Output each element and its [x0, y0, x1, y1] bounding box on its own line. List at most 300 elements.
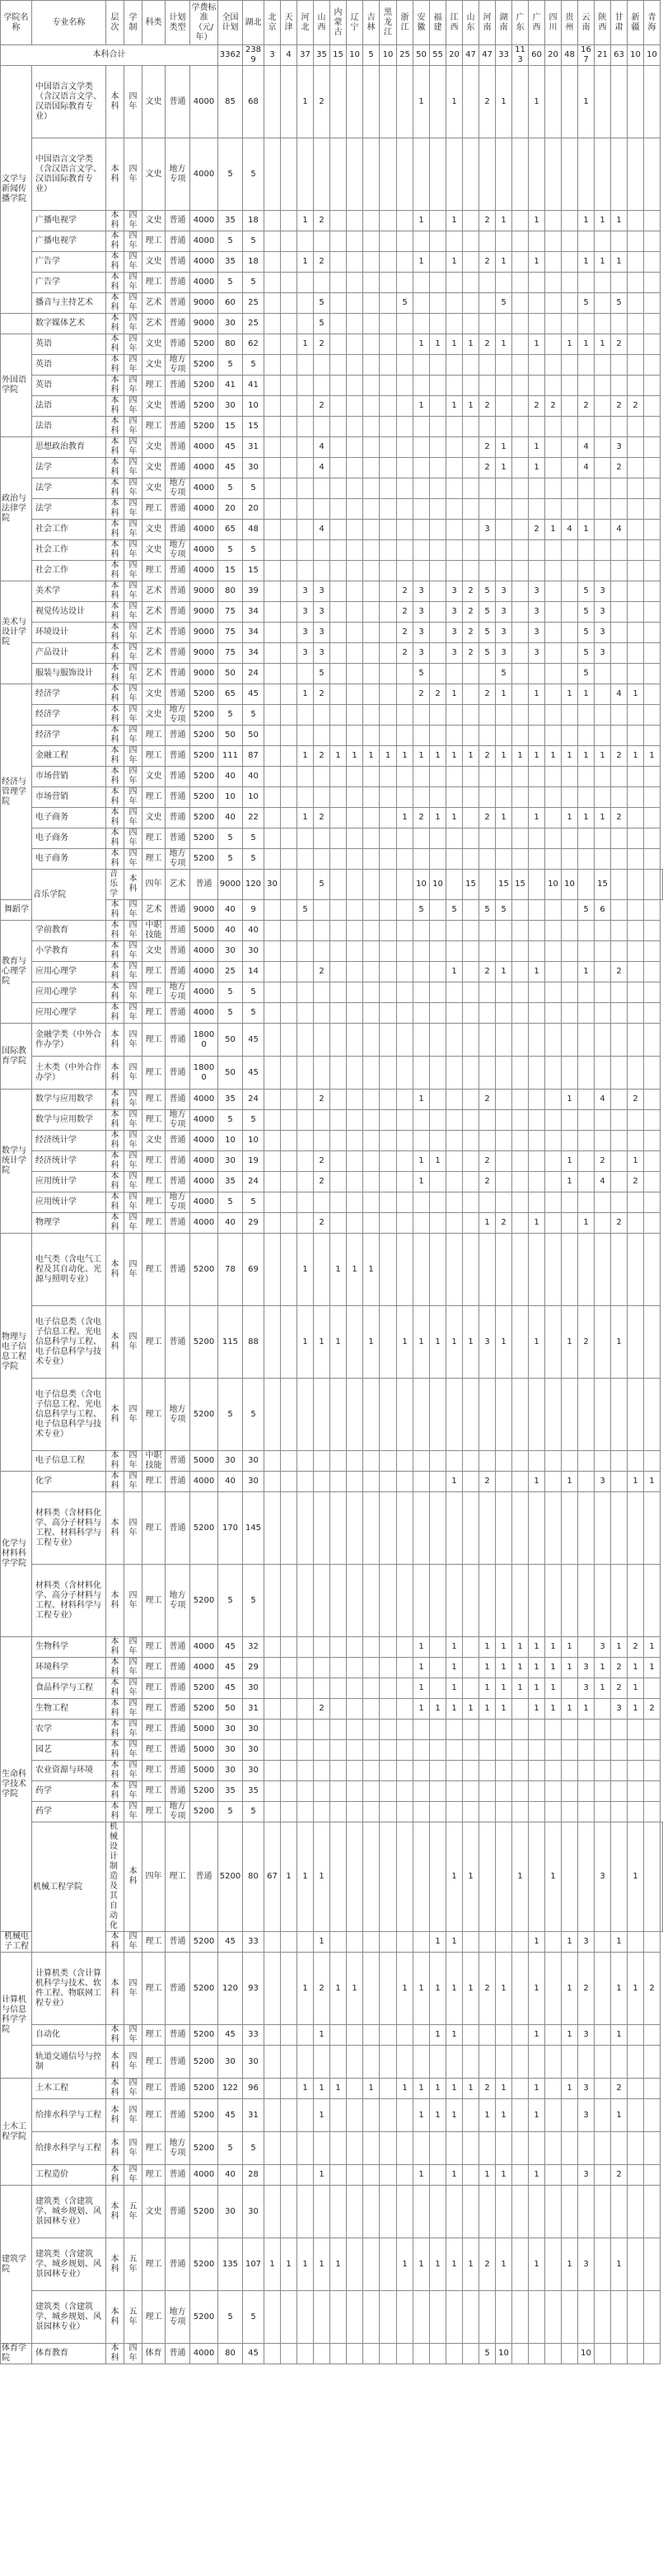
- province-cell: [545, 1024, 562, 1057]
- level-cell: 本科: [106, 1192, 124, 1213]
- province-cell: 1: [430, 1932, 446, 1953]
- duration-cell: 四年: [124, 334, 142, 355]
- province-cell: [463, 1802, 479, 1822]
- table-row: [1, 664, 663, 684]
- province-cell: [380, 293, 397, 314]
- province-cell: [314, 1234, 330, 1306]
- plan-type-cell: 普通: [166, 726, 190, 746]
- province-cell: [529, 1781, 545, 1802]
- province-cell: [562, 921, 578, 941]
- major-cell: 产品设计: [32, 643, 106, 664]
- province-cell: 2: [314, 808, 330, 828]
- province-cell: [496, 767, 512, 787]
- province-cell: [512, 231, 529, 252]
- province-cell: [363, 334, 380, 355]
- province-cell: 1: [562, 1306, 578, 1379]
- province-cell: [281, 2079, 297, 2099]
- province-cell: [413, 941, 430, 962]
- category-cell: 理工: [142, 787, 166, 808]
- province-cell: [347, 726, 363, 746]
- total-plan-cell: 35: [218, 1090, 243, 1110]
- province-cell: [281, 1306, 297, 1379]
- province-cell: [562, 1192, 578, 1213]
- province-cell: 3: [529, 643, 545, 664]
- category-cell: 中职技能: [142, 921, 166, 941]
- plan-type-cell: 普通: [166, 1472, 190, 1492]
- plan-type-cell: 地方专项: [166, 1110, 190, 1131]
- province-cell: [644, 396, 661, 417]
- province-cell: [644, 787, 661, 808]
- province-cell: [397, 231, 413, 252]
- province-cell: 3: [595, 602, 611, 623]
- hubei-cell: 40: [243, 921, 264, 941]
- plan-type-cell: 普通: [166, 1781, 190, 1802]
- category-cell: 理工: [142, 2079, 166, 2099]
- province-cell: [330, 921, 347, 941]
- province-cell: 2: [611, 1213, 628, 1234]
- category-cell: 文史: [142, 705, 166, 726]
- province-cell: [562, 1451, 578, 1472]
- province-cell: 2: [479, 746, 496, 767]
- province-cell: [281, 1802, 297, 1822]
- table-row: [1, 1781, 663, 1802]
- major-cell: 经济统计学: [32, 1131, 106, 1151]
- province-cell: [463, 1003, 479, 1024]
- level-cell: 本科: [106, 849, 124, 870]
- province-cell: [264, 1306, 281, 1379]
- province-cell: [347, 602, 363, 623]
- province-cell: [446, 355, 463, 376]
- province-cell: [644, 66, 661, 138]
- province-cell: [281, 870, 297, 900]
- province-cell: [330, 520, 347, 540]
- category-cell: 艺术: [142, 602, 166, 623]
- level-cell: 本科: [106, 900, 124, 921]
- province-cell: [529, 1740, 545, 1761]
- province-cell: [380, 1740, 397, 1761]
- province-cell: 4: [314, 520, 330, 540]
- province-cell: [529, 293, 545, 314]
- hubei-cell: 10: [243, 1131, 264, 1151]
- tuition-cell: 5200: [190, 2132, 218, 2165]
- province-cell: [512, 520, 529, 540]
- province-cell: [380, 808, 397, 828]
- province-cell: [281, 1451, 297, 1472]
- province-cell: [413, 1057, 430, 1090]
- province-cell: [545, 334, 562, 355]
- plan-type-cell: 普通: [166, 2099, 190, 2132]
- province-cell: [297, 2186, 314, 2238]
- province-cell: [446, 828, 463, 849]
- province-cell: [330, 808, 347, 828]
- header-province: 辽宁: [347, 1, 363, 45]
- province-cell: [545, 2344, 562, 2364]
- province-cell: [330, 334, 347, 355]
- province-cell: [281, 1699, 297, 1720]
- province-cell: [545, 623, 562, 643]
- province-cell: [397, 849, 413, 870]
- province-cell: 1: [446, 1637, 463, 1658]
- province-cell: [644, 273, 661, 293]
- major-cell: 电子商务: [32, 808, 106, 828]
- level-cell: 本科: [106, 1802, 124, 1822]
- province-cell: [281, 1678, 297, 1699]
- province-cell: [611, 643, 628, 664]
- province-cell: [330, 1213, 347, 1234]
- province-cell: [644, 808, 661, 828]
- province-cell: [413, 293, 430, 314]
- province-cell: [496, 1740, 512, 1761]
- province-cell: [314, 1379, 330, 1451]
- province-cell: [578, 2046, 595, 2079]
- province-cell: [562, 1003, 578, 1024]
- hubei-cell: 5: [243, 1192, 264, 1213]
- province-cell: [430, 1802, 446, 1822]
- province-cell: 1: [363, 746, 380, 767]
- province-cell: [446, 1151, 463, 1172]
- hubei-cell: 30: [243, 1678, 264, 1699]
- province-cell: [595, 458, 611, 478]
- province-cell: 1: [529, 1932, 545, 1953]
- province-cell: [578, 705, 595, 726]
- province-cell: [496, 921, 512, 941]
- tuition-cell: 4000: [190, 1131, 218, 1151]
- duration-cell: 四年: [124, 849, 142, 870]
- province-cell: [595, 1802, 611, 1822]
- province-cell: [347, 581, 363, 602]
- total-plan-cell: 30: [218, 1151, 243, 1172]
- province-cell: [297, 1678, 314, 1699]
- province-cell: 4: [314, 458, 330, 478]
- province-cell: [595, 705, 611, 726]
- table-row: [1, 540, 663, 561]
- province-cell: [264, 1781, 281, 1802]
- total-plan-cell: 40: [218, 2165, 243, 2186]
- province-cell: [644, 1802, 661, 1822]
- total-plan-cell: 80: [218, 581, 243, 602]
- level-cell: 本科: [106, 1151, 124, 1172]
- province-cell: [628, 767, 644, 787]
- hubei-cell: 45: [243, 2344, 264, 2364]
- province-cell: [430, 293, 446, 314]
- province-cell: [496, 417, 512, 437]
- province-cell: 2: [644, 1699, 661, 1720]
- province-cell: [545, 138, 562, 211]
- table-row: [1, 1379, 663, 1451]
- province-cell: [264, 2025, 281, 2046]
- province-cell: [314, 1492, 330, 1565]
- total-plan-cell: 25: [218, 962, 243, 982]
- province-cell: [363, 1172, 380, 1192]
- duration-cell: 四年: [124, 1953, 142, 2025]
- province-cell: [314, 2132, 330, 2165]
- province-cell: [628, 211, 644, 231]
- total-plan-cell: 30: [218, 2186, 243, 2238]
- category-cell: 理工: [142, 1379, 166, 1451]
- province-cell: [363, 499, 380, 520]
- province-cell: 1: [463, 2079, 479, 2099]
- province-cell: [628, 2099, 644, 2132]
- province-cell: [430, 1131, 446, 1151]
- province-cell: [281, 520, 297, 540]
- category-cell: 文史: [142, 334, 166, 355]
- province-cell: [611, 1024, 628, 1057]
- province-cell: [446, 417, 463, 437]
- college-cell: 数学与统计学院: [1, 1090, 32, 1234]
- province-cell: [297, 1451, 314, 1472]
- total-plan-cell: 30: [218, 1451, 243, 1472]
- province-cell: 3: [578, 2079, 595, 2099]
- category-cell: 文史: [142, 138, 166, 211]
- province-cell: [545, 664, 562, 684]
- province-cell: 3: [578, 2165, 595, 2186]
- hubei-cell: 9: [243, 900, 264, 921]
- province-cell: 1: [562, 1472, 578, 1492]
- province-cell: [430, 962, 446, 982]
- province-cell: [397, 962, 413, 982]
- province-cell: [281, 1932, 297, 1953]
- province-cell: 5: [413, 664, 430, 684]
- province-cell: [545, 1131, 562, 1151]
- province-cell: [578, 767, 595, 787]
- level-cell: 本科: [106, 2046, 124, 2079]
- province-cell: [363, 1024, 380, 1057]
- category-cell: 理工: [142, 499, 166, 520]
- province-cell: [297, 941, 314, 962]
- province-cell: [330, 273, 347, 293]
- college-cell: 土木工程学院: [1, 2079, 32, 2186]
- province-cell: [281, 767, 297, 787]
- province-cell: [512, 643, 529, 664]
- level-cell: 本科: [106, 602, 124, 623]
- province-cell: [595, 1720, 611, 1740]
- province-cell: [380, 376, 397, 396]
- province-cell: [595, 1131, 611, 1151]
- table-row: [1, 1057, 663, 1090]
- table-row: [1, 1802, 663, 1822]
- province-cell: [264, 1131, 281, 1151]
- major-cell: 建筑类（含建筑学、城乡规划、风景园林专业）: [32, 2186, 106, 2238]
- province-cell: 5: [479, 623, 496, 643]
- level-cell: 本科: [106, 1932, 124, 1953]
- province-cell: [314, 982, 330, 1003]
- province-cell: 1: [446, 746, 463, 767]
- province-cell: [446, 1234, 463, 1306]
- province-cell: [644, 941, 661, 962]
- province-cell: 4: [314, 437, 330, 458]
- plan-type-cell: 普通: [166, 1932, 190, 1953]
- hubei-cell: 145: [243, 1492, 264, 1565]
- duration-cell: 四年: [124, 1234, 142, 1306]
- province-cell: [496, 2046, 512, 2079]
- province-cell: [644, 1720, 661, 1740]
- province-cell: [512, 849, 529, 870]
- province-cell: [347, 2099, 363, 2132]
- plan-type-cell: 普通: [166, 643, 190, 664]
- province-cell: [611, 2344, 628, 2364]
- table-row: [1, 520, 663, 540]
- province-cell: [297, 1658, 314, 1678]
- duration-cell: 四年: [124, 478, 142, 499]
- province-cell: [430, 138, 446, 211]
- province-cell: [628, 1057, 644, 1090]
- header-hubei: 湖北: [243, 1, 264, 45]
- total-plan-cell: 5: [218, 273, 243, 293]
- province-cell: [463, 1110, 479, 1131]
- province-cell: [512, 2186, 529, 2238]
- province-cell: [628, 941, 644, 962]
- province-cell: [397, 1472, 413, 1492]
- table-row: [1, 2132, 663, 2165]
- hubei-cell: 5: [243, 1379, 264, 1451]
- province-cell: [314, 478, 330, 499]
- total-plan-cell: 5: [218, 705, 243, 726]
- table-row: [1, 2186, 663, 2238]
- province-cell: 4: [595, 1090, 611, 1110]
- tuition-cell: 5200: [218, 1822, 243, 1932]
- province-cell: [330, 623, 347, 643]
- province-cell: 1: [347, 1234, 363, 1306]
- total-province-cell: 10: [347, 45, 363, 66]
- province-cell: [347, 1213, 363, 1234]
- major-cell: 电子信息类（含电子信息工程、光电信息科学与工程、电子信息科学与技术专业）: [32, 1306, 106, 1379]
- category-cell: 理工: [142, 1192, 166, 1213]
- province-cell: [446, 921, 463, 941]
- province-cell: [314, 1110, 330, 1131]
- province-cell: [529, 138, 545, 211]
- province-cell: [578, 314, 595, 334]
- plan-type-cell: 普通: [166, 900, 190, 921]
- province-cell: [281, 2344, 297, 2364]
- major-cell: 物理学: [32, 1213, 106, 1234]
- hubei-cell: 107: [243, 2238, 264, 2291]
- province-cell: 5: [496, 900, 512, 921]
- province-cell: [463, 376, 479, 396]
- province-cell: [578, 1802, 595, 1822]
- province-cell: [628, 602, 644, 623]
- category-cell: 文史: [142, 478, 166, 499]
- total-plan-cell: 80: [218, 2344, 243, 2364]
- province-cell: [578, 376, 595, 396]
- province-cell: [397, 767, 413, 787]
- province-cell: [330, 1003, 347, 1024]
- province-cell: 1: [413, 2238, 430, 2291]
- province-cell: [463, 1492, 479, 1565]
- plan-type-cell: 普通: [166, 376, 190, 396]
- province-cell: [661, 1822, 663, 1932]
- province-cell: [281, 1234, 297, 1306]
- plan-type-cell: 普通: [166, 231, 190, 252]
- province-cell: [446, 787, 463, 808]
- province-cell: 2: [578, 1306, 595, 1379]
- major-cell: 计算机类（含计算机科学与技术、软件工程、物联网工程专业）: [32, 1953, 106, 2025]
- total-plan-cell: 50: [218, 726, 243, 746]
- province-cell: [545, 478, 562, 499]
- province-cell: [611, 921, 628, 941]
- province-cell: [529, 2132, 545, 2165]
- province-cell: [496, 1234, 512, 1306]
- province-cell: [611, 1192, 628, 1213]
- province-cell: [380, 1057, 397, 1090]
- province-cell: [644, 1090, 661, 1110]
- province-cell: [463, 273, 479, 293]
- province-cell: [463, 1472, 479, 1492]
- province-cell: [297, 355, 314, 376]
- province-cell: [578, 828, 595, 849]
- duration-cell: 四年: [124, 376, 142, 396]
- province-cell: [562, 376, 578, 396]
- province-cell: 1: [496, 1699, 512, 1720]
- province-cell: [512, 2238, 529, 2291]
- province-cell: [529, 787, 545, 808]
- province-cell: [496, 726, 512, 746]
- province-cell: [413, 2025, 430, 2046]
- province-cell: [380, 458, 397, 478]
- province-cell: [611, 1379, 628, 1451]
- province-cell: [578, 921, 595, 941]
- hubei-cell: 68: [243, 66, 264, 138]
- table-row: [1, 1472, 663, 1492]
- level-cell: 本科: [106, 540, 124, 561]
- province-cell: [644, 1451, 661, 1472]
- total-province-cell: 35: [314, 45, 330, 66]
- province-cell: [347, 293, 363, 314]
- duration-cell: 四年: [124, 581, 142, 602]
- province-cell: [430, 1472, 446, 1492]
- province-cell: [281, 1472, 297, 1492]
- total-province-cell: 50: [413, 45, 430, 66]
- total-plan-cell: 40: [218, 808, 243, 828]
- province-cell: [611, 273, 628, 293]
- province-cell: [297, 1057, 314, 1090]
- province-cell: [545, 1234, 562, 1306]
- province-cell: [496, 1090, 512, 1110]
- province-cell: [479, 1192, 496, 1213]
- province-cell: [562, 1802, 578, 1822]
- category-cell: 艺术: [142, 293, 166, 314]
- header-province: 福建: [430, 1, 446, 45]
- province-cell: [297, 1110, 314, 1131]
- province-cell: [380, 602, 397, 623]
- province-cell: [281, 1953, 297, 2025]
- total-plan-cell: 45: [218, 1678, 243, 1699]
- province-cell: 1: [413, 1637, 430, 1658]
- province-cell: 5: [578, 581, 595, 602]
- province-cell: [644, 1192, 661, 1213]
- province-cell: 1: [297, 1234, 314, 1306]
- level-cell: 本科: [106, 1090, 124, 1110]
- province-cell: [380, 396, 397, 417]
- province-cell: [512, 1090, 529, 1110]
- province-cell: 1: [562, 684, 578, 705]
- province-cell: [446, 1003, 463, 1024]
- province-cell: [363, 962, 380, 982]
- province-cell: [562, 458, 578, 478]
- province-cell: [363, 231, 380, 252]
- province-cell: 1: [496, 1637, 512, 1658]
- province-cell: [264, 581, 281, 602]
- category-cell: 理工: [166, 1822, 190, 1932]
- province-cell: [595, 2079, 611, 2099]
- province-cell: [628, 1761, 644, 1781]
- province-cell: [281, 643, 297, 664]
- province-cell: [578, 417, 595, 437]
- province-cell: [430, 66, 446, 138]
- province-cell: [463, 962, 479, 982]
- province-cell: [545, 1953, 562, 2025]
- province-cell: [545, 2079, 562, 2099]
- province-cell: [380, 2291, 397, 2344]
